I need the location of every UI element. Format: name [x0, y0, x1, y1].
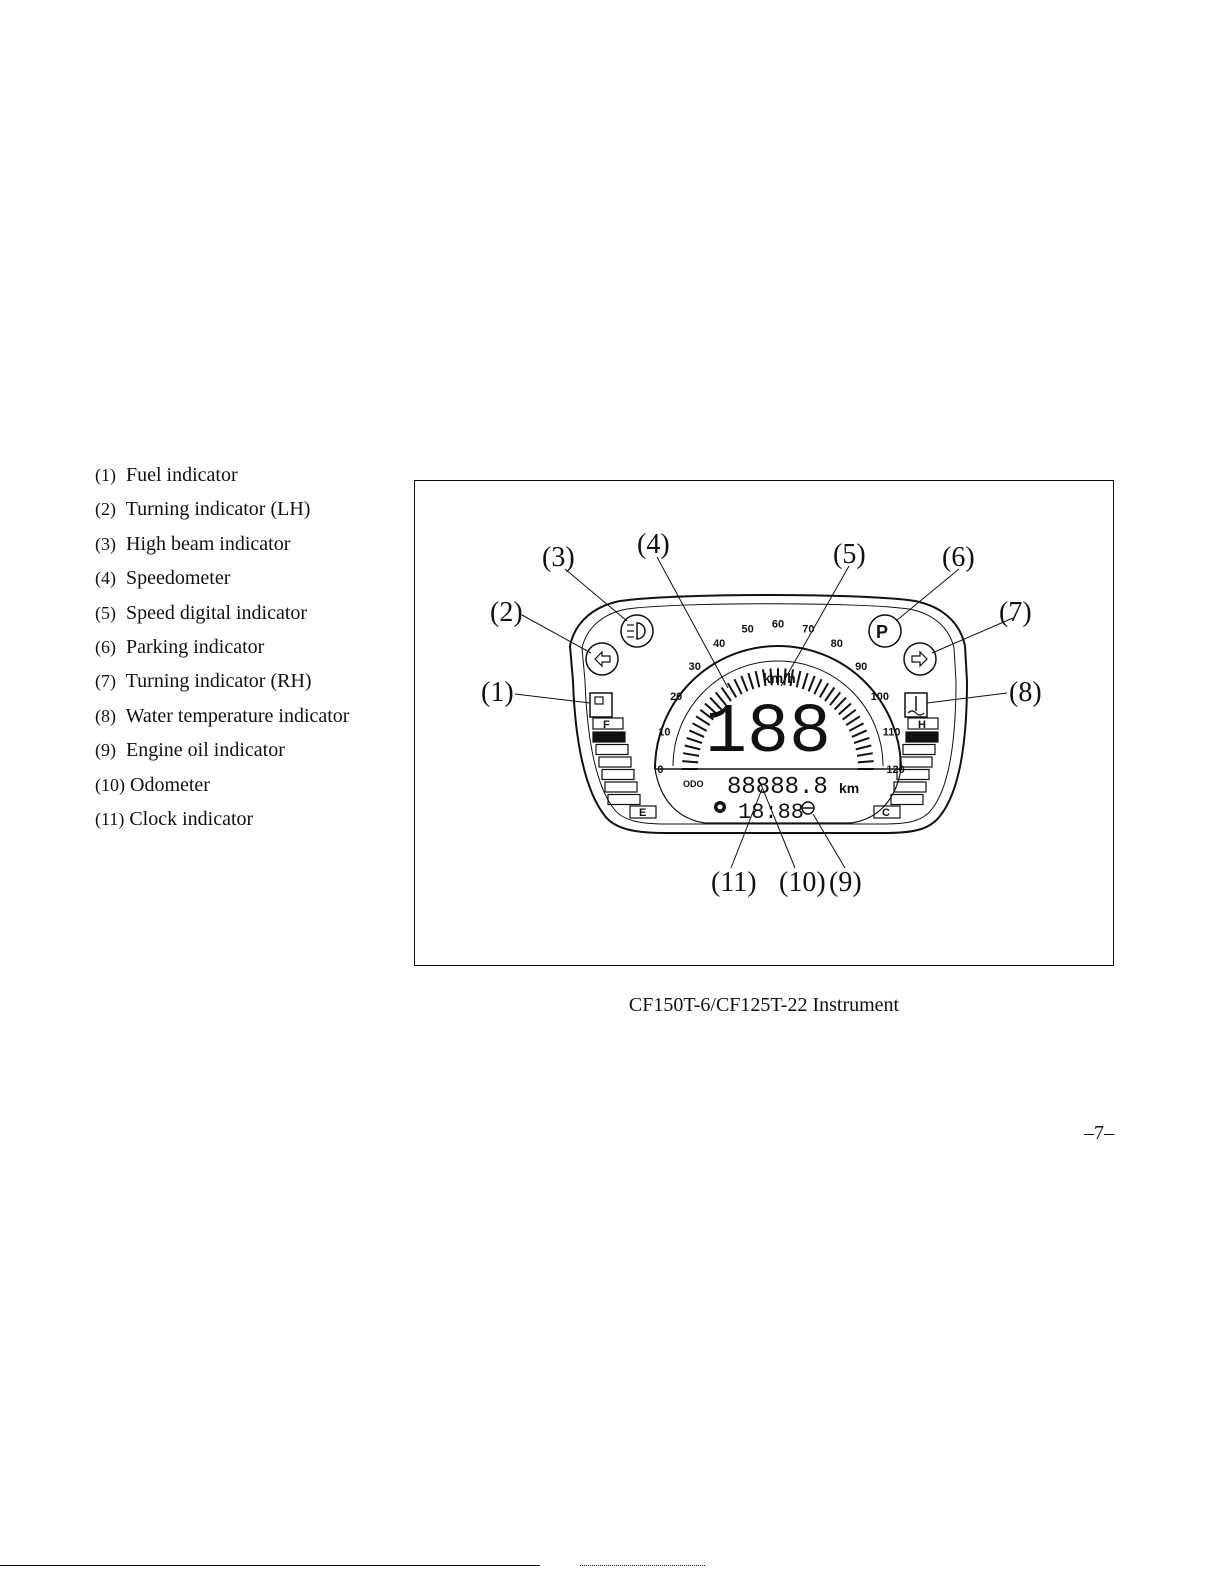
- legend-number: (7): [95, 671, 116, 692]
- fuel-empty-label: E: [639, 807, 647, 819]
- callout-1: (1): [481, 677, 514, 708]
- speed-scale-label: 20: [670, 691, 683, 704]
- legend-number: (11): [95, 808, 125, 829]
- legend-number: (10): [95, 774, 125, 795]
- speed-scale-label: 80: [830, 637, 843, 650]
- speed-scale-label: 70: [802, 623, 815, 636]
- speed-scale-label: 60: [771, 618, 785, 631]
- legend-label: Odometer: [130, 773, 210, 796]
- speed-digits: 188: [704, 694, 832, 773]
- clock-digits: 18:88: [738, 800, 805, 825]
- speed-bar-segment: [839, 704, 851, 715]
- callout-9: (9): [829, 867, 862, 898]
- gauge-bar-segment: [599, 757, 631, 767]
- page-number: –7–: [1084, 1122, 1114, 1144]
- clock-icon-face: [718, 805, 723, 810]
- odo-label: ODO: [683, 779, 704, 789]
- callout-7: (7): [999, 597, 1032, 628]
- speed-bar-segment: [748, 673, 753, 689]
- legend-label: Water temperature indicator: [125, 704, 350, 727]
- speed-bar-segment: [852, 730, 867, 737]
- callout-3: (3): [542, 542, 575, 573]
- legend-item: [95, 563, 349, 597]
- instrument-diagram: [415, 481, 1115, 967]
- turn-left-icon: [586, 643, 618, 675]
- speed-unit: km/h: [763, 670, 796, 686]
- legend-number: (6): [95, 636, 116, 657]
- legend-number: (3): [95, 533, 116, 554]
- legend-item: [95, 494, 349, 528]
- callout-11: (11): [711, 867, 757, 898]
- legend-label: Engine oil indicator: [126, 739, 285, 762]
- instrument-figure: [414, 480, 1114, 966]
- callout-2: (2): [490, 597, 523, 628]
- speed-scale-label: 30: [688, 661, 701, 673]
- speed-bar-segment: [809, 676, 815, 692]
- callout-4: (4): [637, 529, 670, 560]
- gauge-bar-segment: [605, 782, 637, 792]
- speed-scale-label: 120: [886, 764, 905, 776]
- speed-bar-segment: [685, 746, 701, 750]
- speed-bar-segment: [814, 679, 821, 694]
- legend-label: Fuel indicator: [126, 464, 238, 486]
- turn-left-arrow-icon: [595, 652, 610, 666]
- speed-scale-label: 40: [713, 637, 726, 650]
- figure-caption: CF150T-6/CF125T-22 Instrument: [628, 994, 900, 1016]
- temp-cold-label: C: [882, 807, 890, 819]
- legend-label: Parking indicator: [126, 635, 265, 658]
- legend-number: (4): [95, 568, 116, 589]
- speed-bar-segment: [689, 730, 704, 737]
- gauge-bar-segment: [900, 757, 932, 767]
- gauge-bar-segment: [593, 732, 625, 742]
- speed-bar-segment: [856, 746, 872, 750]
- speed-bar-segment: [830, 692, 840, 705]
- speed-bar-segment: [846, 716, 860, 725]
- gauge-bar-segment: [894, 782, 926, 792]
- speed-bar-segment: [683, 753, 699, 756]
- legend-item: [95, 735, 349, 769]
- speed-bar-segment: [797, 671, 801, 687]
- legend-label: Turning indicator (LH): [125, 498, 311, 521]
- legend-item: [95, 529, 349, 563]
- speed-bar-segment: [857, 753, 873, 756]
- legend-number: (1): [95, 465, 116, 485]
- speed-bar-segment: [849, 723, 863, 731]
- gauge-bar-segment: [608, 795, 640, 805]
- legend-item: [95, 598, 349, 632]
- legend-number: (9): [95, 740, 116, 761]
- speed-bar-segment: [858, 761, 874, 762]
- callout-5: (5): [833, 539, 866, 570]
- speed-bar-segment: [682, 761, 698, 762]
- speed-scale-label: 90: [855, 661, 868, 673]
- callout-6: (6): [942, 542, 975, 573]
- turn-right-arrow-icon: [912, 652, 927, 666]
- footer-dotted-rule: [580, 1565, 705, 1566]
- legend-item: [95, 632, 349, 666]
- gauge-bar-segment: [906, 732, 938, 742]
- speed-bar-segment: [741, 676, 747, 692]
- high-beam-lamp-icon: [637, 623, 645, 639]
- gauge-bar-segment: [596, 745, 628, 755]
- speed-bar-segment: [687, 738, 702, 743]
- turn-right-icon: [904, 643, 936, 675]
- speed-bar-segment: [756, 671, 760, 687]
- fuel-bar-graph: [593, 732, 640, 805]
- legend-label: Speed digital indicator: [126, 601, 308, 624]
- legend-item: [95, 666, 349, 700]
- parking-icon-letter: P: [876, 622, 889, 642]
- speed-bar-segment: [854, 738, 869, 743]
- legend-number: (8): [95, 705, 116, 726]
- legend-number: (5): [95, 602, 116, 623]
- legend-number: (2): [95, 499, 116, 520]
- speed-bar-segment: [843, 710, 856, 720]
- legend-label: Turning indicator (RH): [125, 670, 312, 693]
- legend-item: [95, 770, 349, 804]
- callout-8: (8): [1009, 677, 1042, 708]
- speed-scale-label: 0: [657, 764, 664, 776]
- gauge-bar-segment: [602, 770, 634, 780]
- speed-scale-label: 50: [741, 623, 754, 636]
- gauge-bar-segment: [903, 745, 935, 755]
- speed-scale-label: 110: [882, 726, 901, 739]
- speed-bar-segment: [835, 698, 846, 710]
- speed-scale-label: 10: [658, 726, 671, 739]
- footer-rule: [0, 1565, 540, 1566]
- fuel-full-label: F: [603, 719, 610, 731]
- gauge-bar-segment: [891, 795, 923, 805]
- callout-10: (10): [779, 867, 826, 898]
- legend-label: Clock indicator: [129, 807, 254, 830]
- odometer-digits: 88888.8: [727, 774, 828, 801]
- legend-item: [95, 460, 349, 494]
- legend-item: [95, 804, 349, 838]
- legend-item: [95, 701, 349, 735]
- legend-list: [95, 460, 349, 838]
- speed-bar-segment: [803, 673, 808, 689]
- legend-label: High beam indicator: [126, 532, 291, 555]
- legend-label: Speedometer: [126, 567, 231, 590]
- speed-scale-label: 100: [870, 691, 889, 704]
- speed-bar-segment: [734, 679, 741, 694]
- temp-hot-label: H: [918, 719, 926, 731]
- odo-unit: km: [839, 780, 860, 796]
